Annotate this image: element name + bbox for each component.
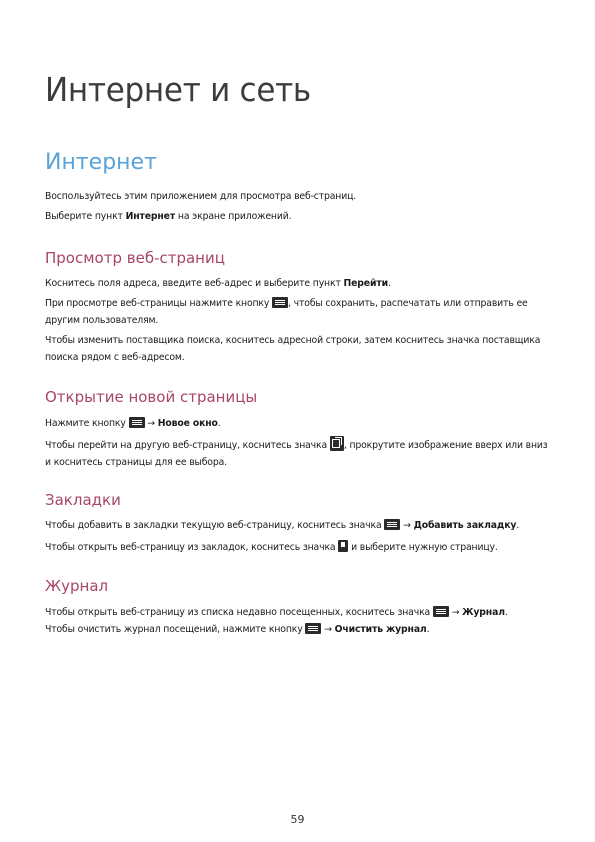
browse-title: Просмотр веб-страниц xyxy=(45,249,225,267)
history-title: Журнал xyxy=(45,577,109,595)
intro-paragraph-1: Воспользуйтесь этим приложением для просмотра веб-страниц. xyxy=(45,191,357,202)
new-page-paragraph-1: Нажмите кнопку → Новое окно. xyxy=(45,418,221,429)
history-paragraph-1: Чтобы открыть веб-страницу из списка недавно посещенных, коснитесь значка → Журнал. xyxy=(45,607,508,618)
menu-icon xyxy=(384,519,400,530)
history-paragraph-2: Чтобы очистить журнал посещений, нажмите кнопку → Очистить журнал. xyxy=(45,624,430,635)
internet-app-name: Интернет xyxy=(125,211,176,222)
menu-icon xyxy=(305,623,321,634)
browse-paragraph-3: Чтобы изменить поставщика поиска, коснитесь адресной строки, затем коснитесь значка поставщика поиска рядом с веб-адресом. xyxy=(45,335,541,363)
new-page-paragraph-2: Чтобы перейти на другую веб-страницу, коснитесь значка , прокрутите изображение вверх или вниз и коснитесь страницы для ее выбора. xyxy=(45,436,555,471)
section-title: Интернет xyxy=(45,150,157,175)
bookmarks-title: Закладки xyxy=(45,491,121,509)
chapter-title: Интернет и сеть xyxy=(45,70,311,109)
new-page-title: Открытие новой страницы xyxy=(45,388,258,406)
menu-icon xyxy=(129,417,145,428)
bookmarks-paragraph-2: Чтобы открыть веб-страницу из закладок, коснитесь значка и выберите нужную страницу. xyxy=(45,542,498,553)
windows-icon xyxy=(330,436,344,451)
bookmark-icon xyxy=(338,540,348,552)
menu-icon xyxy=(433,606,449,617)
page-number: 59 xyxy=(290,813,305,826)
browse-paragraph-2: При просмотре веб-страницы нажмите кнопку , чтобы сохранить, распечатать или отправить ее другим пользователям. xyxy=(45,298,528,326)
browse-paragraph-1: Коснитесь поля адреса, введите веб-адрес и выберите пункт Перейти. xyxy=(45,278,391,289)
intro-paragraph-2: Выберите пункт Интернет на экране приложений. xyxy=(45,211,292,222)
menu-icon xyxy=(272,297,288,308)
bookmarks-paragraph-1: Чтобы добавить в закладки текущую веб-страницу, коснитесь значка → Добавить закладку. xyxy=(45,520,520,531)
